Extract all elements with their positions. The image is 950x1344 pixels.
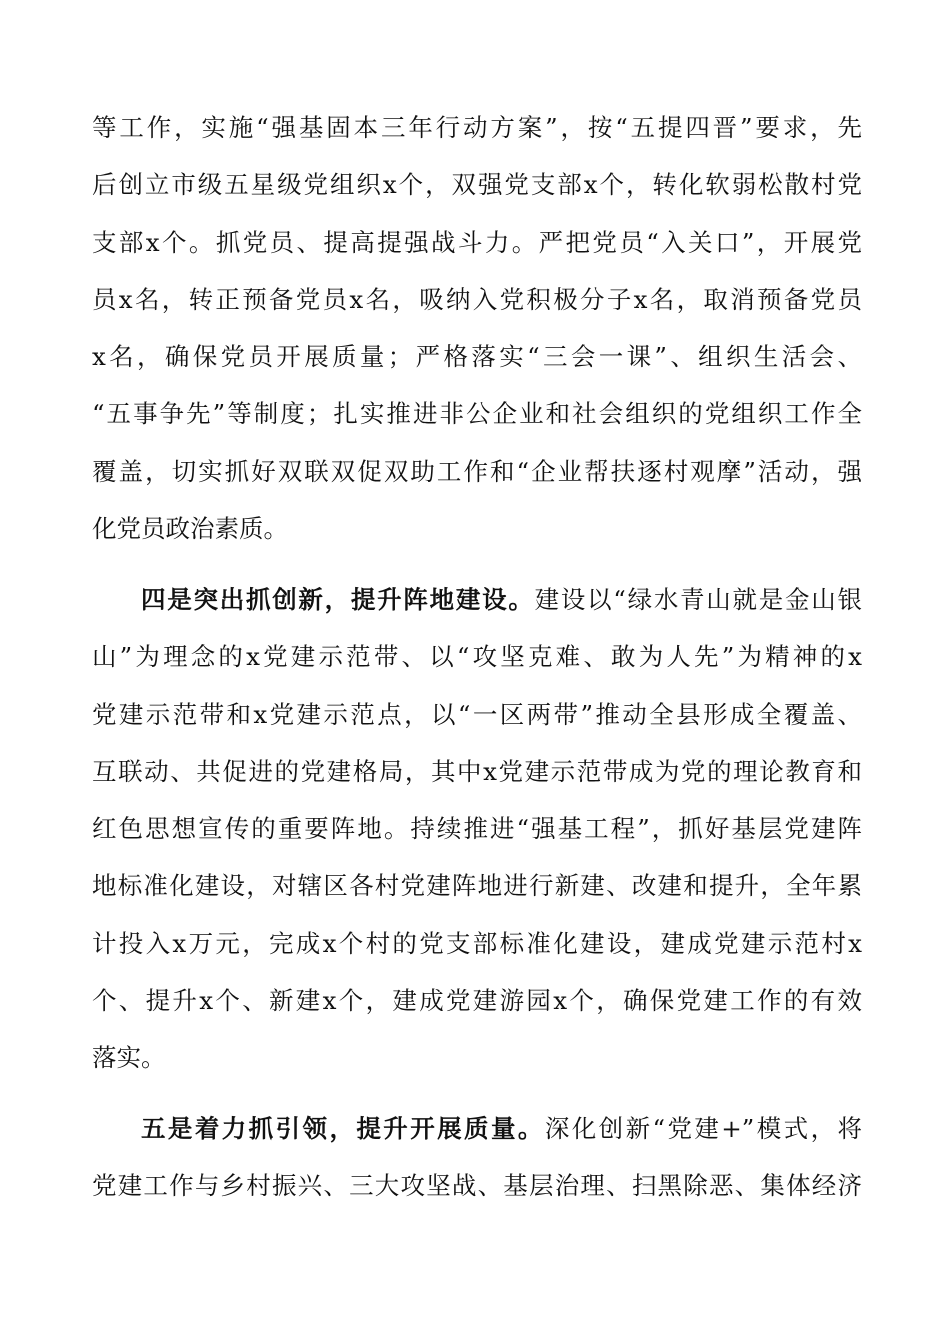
text-line: “五事争先”等制度；扎实推进非公企业和社会组织的党组织工作全 [92, 399, 862, 429]
text-line: 计投入x万元，完成x个村的党支部标准化建设，建成党建示范村x [92, 928, 862, 958]
text-line: 党建示范带和x党建示范点，以“一区两带”推动全县形成全覆盖、 [92, 699, 862, 729]
text-line: 覆盖，切实抓好双联双促双助工作和“企业帮扶逐村观摩”活动，强 [92, 456, 862, 486]
paragraph-first-line [92, 571, 862, 628]
text-line: 山”为理念的x党建示范带、以“攻坚克难、敢为人先”为精神的x [92, 642, 862, 672]
text-line: 个、提升x个、新建x个，建成党建游园x个，确保党建工作的有效 [92, 986, 862, 1016]
paragraph-heading: 五是着力抓引领，提升开展质量。 [141, 1114, 545, 1143]
paragraph-text: 深化创新“党建+”模式，将 [544, 1114, 863, 1143]
text-line: 地标准化建设，对辖区各村党建阵地进行新建、改建和提升，全年累 [92, 871, 862, 901]
text-line: 互联动、共促进的党建格局，其中x党建示范带成为党的理论教育和 [92, 756, 862, 786]
text-line: x名，确保党员开展质量；严格落实“三会一课”、组织生活会、 [92, 342, 862, 372]
text-line: 化党员政治素质。 [92, 514, 288, 544]
paragraph-text: 建设以“绿水青山就是金山银 [534, 585, 862, 614]
paragraph-leadership [92, 1100, 862, 1215]
text-line: 支部x个。抓党员、提高提强战斗力。严把党员“入关口”，开展党 [92, 227, 862, 257]
text-line: 等工作，实施“强基固本三年行动方案”，按“五提四晋”要求，先 [92, 113, 862, 142]
text-line: 员x名，转正预备党员x名，吸纳入党积极分子x名，取消预备党员 [92, 284, 862, 314]
paragraph-heading: 四是突出抓创新，提升阵地建设。 [141, 585, 535, 614]
paragraph-innovation [92, 571, 862, 1087]
text-line: 红色思想宣传的重要阵地。持续推进“强基工程”，抓好基层党建阵 [92, 814, 862, 844]
paragraph-first-line [92, 1100, 862, 1157]
text-line: 党建工作与乡村振兴、三大攻坚战、基层治理、扫黑除恶、集体经济 [92, 1171, 862, 1201]
text-line: 落实。 [92, 1043, 166, 1073]
paragraph-continuation [92, 99, 862, 557]
text-line: 后创立市级五星级党组织x个，双强党支部x个，转化软弱松散村党 [92, 170, 862, 200]
